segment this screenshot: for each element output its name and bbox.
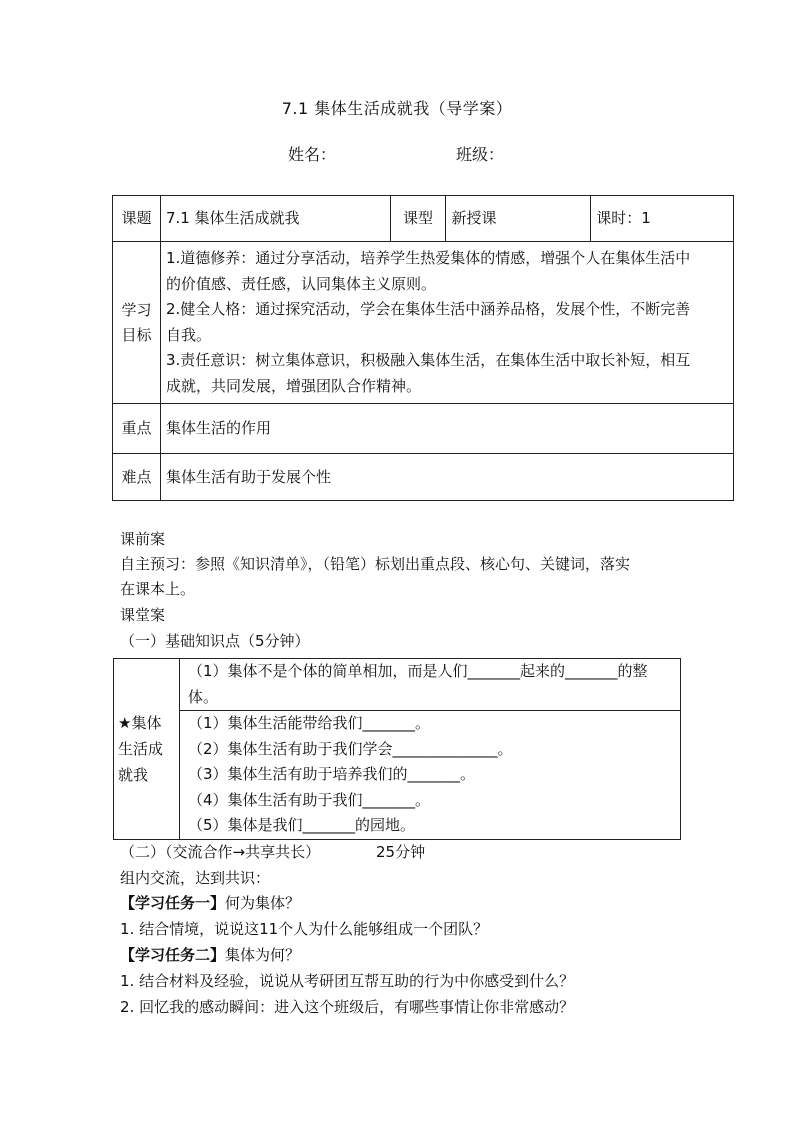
task1-question1: 1. 结合情境，说说这11个人为什么能够组成一个团队？ bbox=[120, 920, 489, 938]
difficulty-label: 难点 bbox=[113, 454, 161, 501]
knowledge-table bbox=[113, 658, 681, 840]
knowledge-item: （1）集体生活能带给我们_______。 bbox=[188, 714, 431, 732]
task1-rest: 何为集体？ bbox=[225, 894, 301, 912]
pre-class-line2: 在课本上。 bbox=[120, 580, 196, 598]
task2-question2: 2. 回忆我的感动瞬间：进入这个班级后，有哪些事情让你非常感动？ bbox=[120, 998, 575, 1016]
task2-heading bbox=[120, 943, 300, 968]
goal-line: 2.健全人格：通过探究活动，学会在集体生活中涵养品格，发展个性，不断完善 bbox=[165, 300, 691, 318]
name-label: 姓名： bbox=[288, 145, 337, 164]
knowledge-item: （2）集体生活有助于我们学会______________。 bbox=[188, 739, 513, 758]
goal-line: 自我。 bbox=[165, 325, 211, 344]
type-label: 课型 bbox=[390, 196, 446, 242]
key-label: 重点 bbox=[113, 404, 161, 454]
knowledge-topic-label bbox=[114, 659, 180, 840]
in-class-heading: 课堂案 bbox=[120, 606, 166, 624]
hours-value: 课时：1 bbox=[591, 196, 734, 242]
section2-time: 25分钟 bbox=[376, 843, 426, 861]
task2-rest: 集体为何？ bbox=[225, 946, 301, 964]
page-title: 7.1 集体生活成就我（导学案） bbox=[281, 99, 513, 118]
topic-label: 课题 bbox=[113, 196, 161, 242]
section1-heading: （一）基础知识点（5分钟） bbox=[120, 632, 310, 650]
key-point-row bbox=[113, 404, 734, 454]
task1-title: 【学习任务一】 bbox=[120, 894, 226, 912]
key-value: 集体生活的作用 bbox=[160, 404, 733, 454]
class-label: 班级： bbox=[456, 145, 505, 164]
goals-label-line2: 目标 bbox=[121, 325, 152, 344]
task2-title: 【学习任务二】 bbox=[120, 946, 226, 964]
topic-line3: 就我 bbox=[118, 765, 149, 784]
section2-intro: 组内交流，达到共识： bbox=[120, 869, 271, 887]
knowledge-item: （5）集体是我们_______的园地。 bbox=[188, 816, 416, 834]
knowledge-items-row bbox=[114, 711, 681, 840]
type-value: 新授课 bbox=[446, 196, 591, 242]
goal-line: 的价值感、责任感，认同集体主义原则。 bbox=[165, 274, 436, 293]
goals-text bbox=[160, 242, 733, 404]
knowledge-top-row bbox=[114, 659, 681, 711]
section2-heading: （二）（交流合作→共享共长） bbox=[120, 843, 321, 861]
goal-line: 3.责任意识：树立集体意识，积极融入集体生活，在集体生活中取长补短，相互 bbox=[165, 351, 691, 369]
pre-class-line1: 自主预习：参照《知识清单》，（铅笔）标划出重点段、核心句、关键词，落实 bbox=[120, 555, 631, 573]
course-info-table bbox=[112, 195, 734, 501]
topic-line1: ★集体 bbox=[118, 713, 162, 732]
definition-line2: 体。 bbox=[188, 687, 219, 706]
collective-definition bbox=[180, 659, 681, 711]
goal-line: 成就，共同发展，增强团队合作精神。 bbox=[165, 376, 421, 395]
goals-label-line1: 学习 bbox=[121, 300, 152, 319]
task2-question1: 1. 结合材料及经验，说说从考研团互帮互助的行为中你感受到什么？ bbox=[120, 972, 575, 990]
goals-row bbox=[113, 242, 734, 404]
knowledge-items bbox=[180, 711, 681, 840]
topic-row bbox=[113, 196, 734, 242]
difficulty-value: 集体生活有助于发展个性 bbox=[160, 454, 733, 501]
topic-value: 7.1 集体生活成就我 bbox=[160, 196, 390, 242]
difficulty-row bbox=[113, 454, 734, 501]
task1-heading bbox=[120, 891, 300, 916]
pre-class-heading: 课前案 bbox=[120, 530, 166, 548]
goal-line: 1.道德修养：通过分享活动，培养学生热爱集体的情感，增强个人在集体生活中 bbox=[165, 249, 691, 267]
goals-label bbox=[113, 242, 161, 404]
definition-line1: （1）集体不是个体的简单相加，而是人们_______起来的_______的整 bbox=[188, 662, 648, 680]
knowledge-item: （4）集体生活有助于我们_______。 bbox=[188, 790, 431, 809]
knowledge-item: （3）集体生活有助于培养我们的_______。 bbox=[188, 765, 476, 783]
topic-line2: 生活成 bbox=[118, 739, 164, 758]
